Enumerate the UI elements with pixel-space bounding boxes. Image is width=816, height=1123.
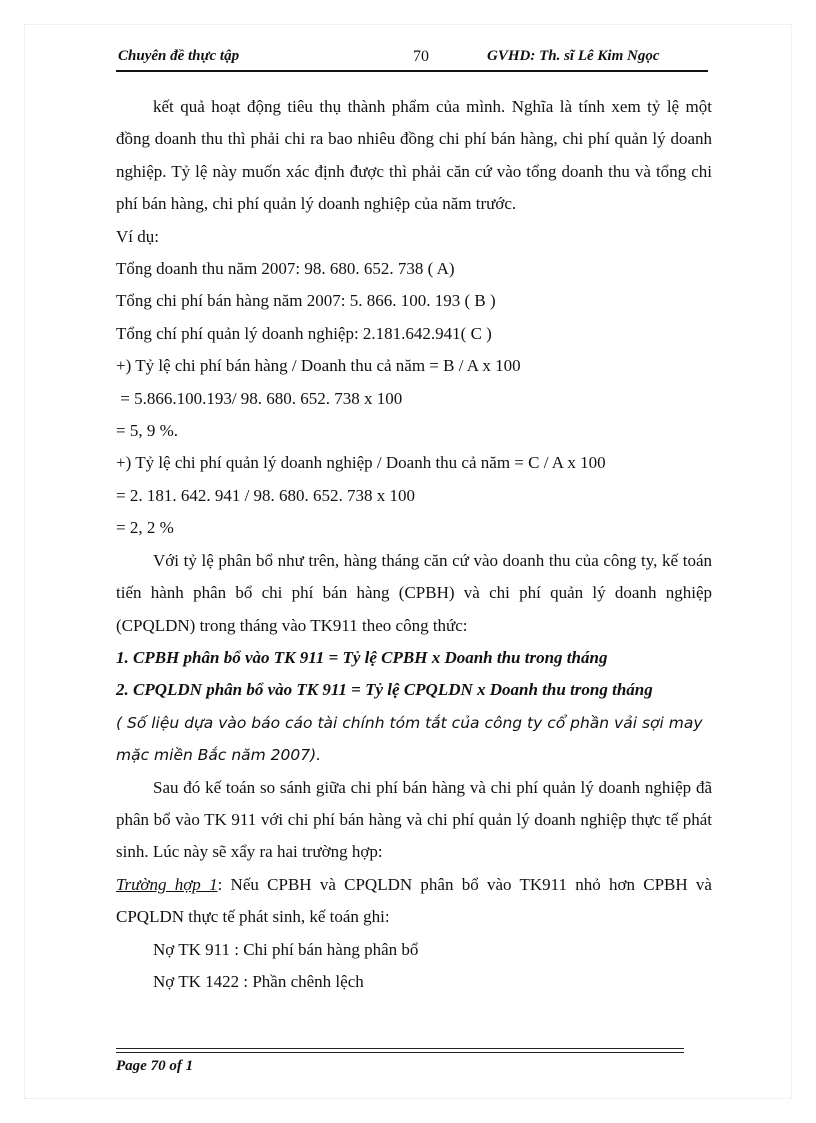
- calc-line: +) Tỷ lệ chi phí quản lý doanh nghiệp / Doanh thu cả năm = C / A x 100: [116, 453, 606, 473]
- footer-rule: [116, 1052, 684, 1053]
- calc-line: +) Tỷ lệ chi phí bán hàng / Doanh thu cả năm = B / A x 100: [116, 356, 521, 376]
- case-1-paragraph: [116, 869, 712, 934]
- calc-line: Tổng chí phí quản lý doanh nghiệp: 2.181.642.941( C ): [116, 323, 492, 343]
- header-page-number: 70: [413, 48, 429, 65]
- calc-line: = 2. 181. 642. 941 / 98. 680. 652. 738 x 100: [116, 485, 416, 505]
- paragraph-comparison: Sau đó kế toán so sánh giữa chi phí bán hàng và chi phí quản lý doanh nghiệp đã phân bổ vào TK 911 với chi phí bán hàng và chi phí quản lý doanh nghiệp thực tế phát sinh. Lúc này sẽ xẩy ra hai trường hợp:: [116, 777, 712, 862]
- source-note: ( Số liệu dựa vào báo cáo tài chính tóm tắt của công ty cổ phần vải sợi may mặc miền Bắc năm 2007).: [116, 713, 703, 765]
- paragraph-intro: kết quả hoạt động tiêu thụ thành phẩm của mình. Nghĩa là tính xem tỷ lệ một đồng doanh thu thì phải chi ra bao nhiêu đồng chi phí bán hàng, chi phí quản lý doanh nghiệp. Tỷ lệ này muốn xác định được thì phải căn cứ vào tổng doanh thu và tổng chi phí bán hàng, chi phí quản lý doanh nghiệp của năm trước.: [116, 97, 712, 214]
- header-title: Chuyên đề thực tập: [118, 48, 240, 64]
- calc-line: Tổng chi phí bán hàng năm 2007: 5. 866. 100. 193 ( B ): [116, 291, 496, 311]
- calc-line: = 2, 2 %: [116, 518, 174, 538]
- case-1-label: Trường hợp 1: [116, 874, 218, 894]
- footer-rule: [116, 1048, 684, 1049]
- page-header: [116, 44, 708, 72]
- page-footer: Page 70 of 1: [116, 1058, 194, 1074]
- formula-cpbh: 1. CPBH phân bổ vào TK 911 = Tỷ lệ CPBH x Doanh thu trong tháng: [116, 647, 608, 667]
- header-supervisor: GVHD: Th. sĩ Lê Kim Ngọc: [487, 48, 660, 64]
- calc-line: = 5.866.100.193/ 98. 680. 652. 738 x 100: [116, 388, 403, 408]
- calc-line: = 5, 9 %.: [116, 421, 178, 441]
- document-body: [116, 91, 712, 998]
- paragraph-allocation: Với tỷ lệ phân bổ như trên, hàng tháng căn cứ vào doanh thu của công ty, kế toán tiến hành phân bổ chi phí bán hàng (CPBH) và chi phí quản lý doanh nghiệp (CPQLDN) trong tháng vào TK911 theo công thức:: [116, 550, 712, 635]
- journal-entry: Nợ TK 1422 : Phần chênh lệch: [153, 971, 364, 991]
- calc-line: Tổng doanh thu năm 2007: 98. 680. 652. 738 ( A): [116, 259, 455, 279]
- example-label: Ví dụ:: [116, 226, 159, 246]
- journal-entry: Nợ TK 911 : Chi phí bán hàng phân bổ: [153, 939, 419, 959]
- formula-cpqldn: 2. CPQLDN phân bổ vào TK 911 = Tỷ lệ CPQLDN x Doanh thu trong tháng: [116, 680, 653, 700]
- case-1-text: : Nếu CPBH và CPQLDN phân bổ vào TK911 nhỏ hơn CPBH và CPQLDN thực tế phát sinh, kế toán ghi:: [116, 874, 712, 927]
